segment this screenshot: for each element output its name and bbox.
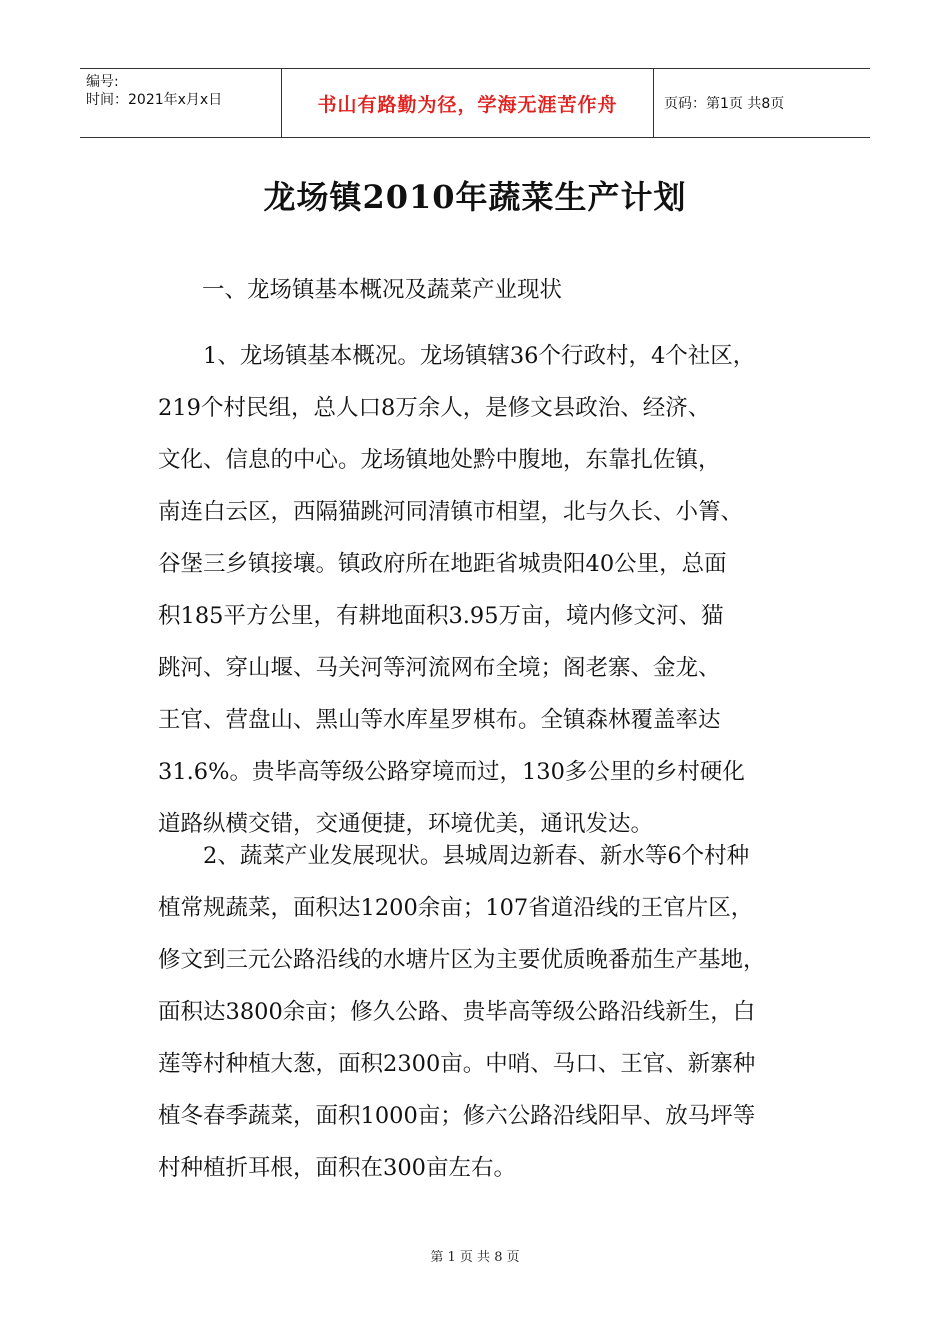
paragraph-line: 植冬春季蔬菜，面积1000亩；修六公路沿线阳早、放马坪等	[158, 1103, 756, 1129]
paragraph-line: 村种植折耳根，面积在300亩左右。	[158, 1155, 516, 1181]
paragraph-line: 南连白云区，西隔猫跳河同清镇市相望，北与久长、小箐、	[158, 499, 744, 525]
document-number-label: 编号:	[86, 74, 119, 90]
header-page-info: 页码：第1页 共8页	[664, 96, 785, 112]
paragraph-line: 莲等村种植大葱，面积2300亩。中哨、马口、王官、新寨种	[158, 1051, 756, 1077]
paragraph-line: 面积达3800余亩；修久公路、贵毕高等级公路沿线新生，白	[158, 999, 756, 1025]
header-motto: 书山有路勤为径，学海无涯苦作舟	[317, 93, 618, 116]
paragraph-line: 跳河、穿山堰、马关河等河流网布全境；阁老寨、金龙、	[158, 655, 721, 681]
paragraph-line: 文化、信息的中心。龙场镇地处黔中腹地，东靠扎佐镇，	[158, 447, 721, 473]
header-motto-cell	[281, 69, 654, 137]
paragraph-vegetable-status	[158, 830, 818, 1194]
document-title: 龙场镇2010年蔬菜生产计划	[263, 178, 687, 216]
paragraph-line: 1、龙场镇基本概况。龙场镇辖36个行政村，4个社区，	[158, 343, 756, 369]
paragraph-line: 31.6%。贵毕高等级公路穿境而过，130多公里的乡村硬化	[158, 759, 745, 785]
page-footer: 第 1 页 共 8 页	[430, 1250, 520, 1265]
paragraph-line: 植常规蔬菜，面积达1200余亩；107省道沿线的王官片区，	[158, 895, 754, 921]
paragraph-line: 修文到三元公路沿线的水塘片区为主要优质晚番茄生产基地，	[158, 947, 766, 973]
paragraph-line: 2、蔬菜产业发展现状。县城周边新春、新水等6个村种	[158, 843, 750, 869]
section-heading-text: 一、龙场镇基本概况及蔬菜产业现状	[202, 277, 563, 303]
header-meta	[80, 69, 281, 137]
paragraph-line: 道路纵横交错，交通便捷，环境优美，通讯发达。	[158, 811, 654, 837]
document-header	[80, 68, 870, 138]
document-time-label: 时间：2021年x月x日	[86, 92, 223, 108]
paragraph-line: 王官、营盘山、黑山等水库星罗棋布。全镇森林覆盖率达	[158, 707, 721, 733]
paragraph-line: 积185平方公里，有耕地面积3.95万亩，境内修文河、猫	[158, 603, 724, 629]
paragraph-line: 219个村民组，总人口8万余人，是修文县政治、经济、	[158, 395, 711, 421]
section-heading	[158, 264, 818, 316]
paragraph-line: 谷堡三乡镇接壤。镇政府所在地距省城贵阳40公里，总面	[158, 551, 727, 577]
paragraph-overview	[158, 330, 818, 850]
